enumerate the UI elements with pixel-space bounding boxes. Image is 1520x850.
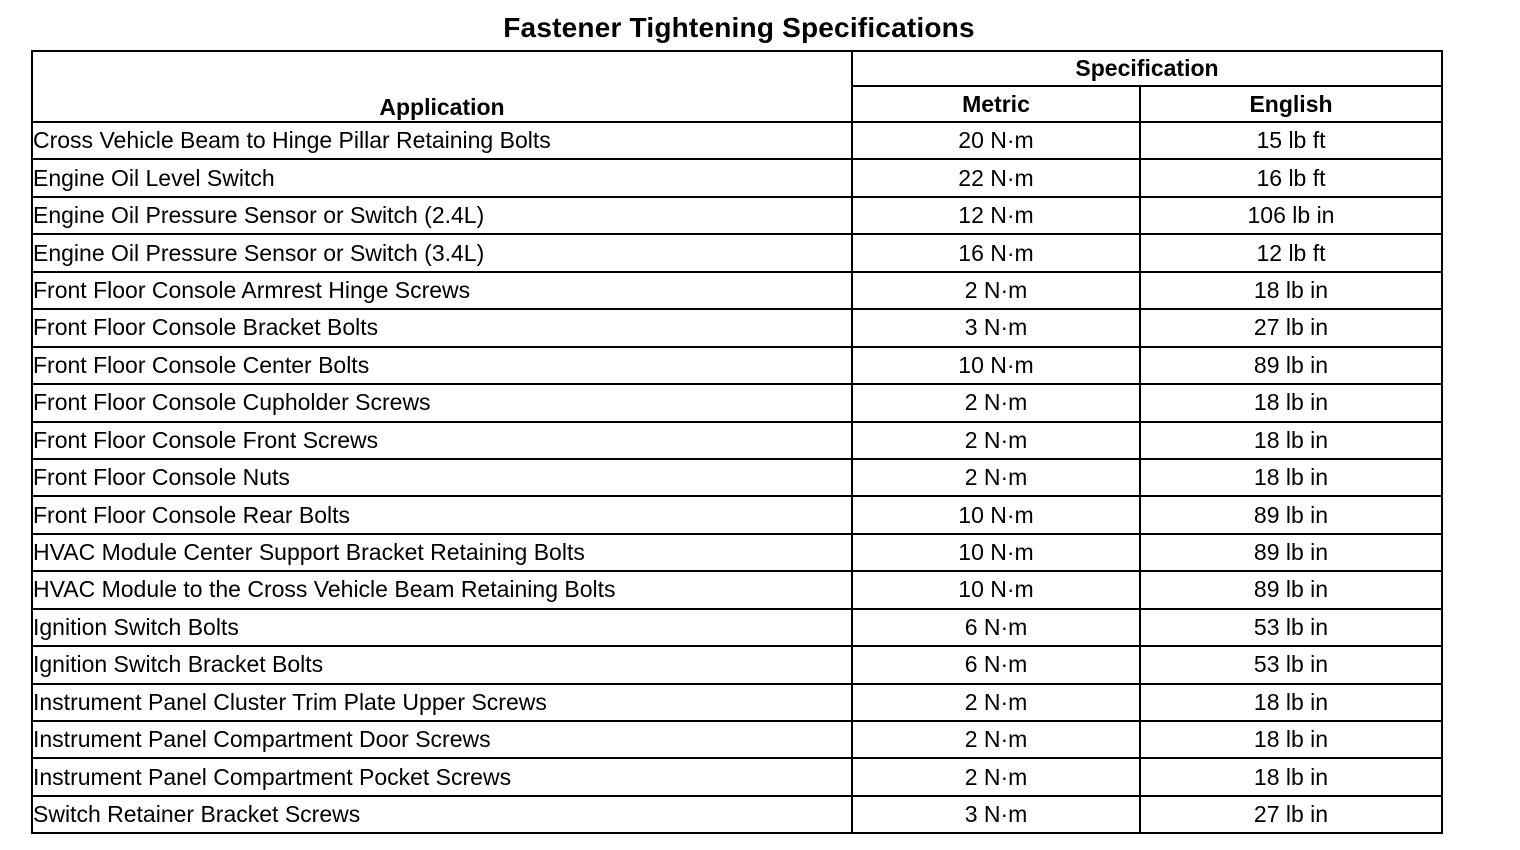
english-cell: 27 lb in (1140, 796, 1442, 833)
table-row (32, 758, 1442, 795)
english-cell: 89 lb in (1140, 571, 1442, 608)
application-cell: Instrument Panel Compartment Door Screws (32, 721, 852, 758)
application-cell: Front Floor Console Cupholder Screws (32, 384, 852, 421)
metric-cell: 6 N·m (852, 646, 1140, 683)
application-cell: HVAC Module Center Support Bracket Retaining Bolts (32, 534, 852, 571)
specifications-table (31, 50, 1443, 834)
english-cell: 89 lb in (1140, 534, 1442, 571)
english-cell: 27 lb in (1140, 309, 1442, 346)
table-body (32, 122, 1442, 833)
table-row (32, 159, 1442, 196)
table-row (32, 684, 1442, 721)
application-cell: Engine Oil Pressure Sensor or Switch (3.4L) (32, 234, 852, 271)
english-cell: 89 lb in (1140, 347, 1442, 384)
english-cell: 53 lb in (1140, 609, 1442, 646)
application-cell: Instrument Panel Cluster Trim Plate Upper Screws (32, 684, 852, 721)
metric-cell: 3 N·m (852, 796, 1140, 833)
table-row (32, 646, 1442, 683)
metric-cell: 10 N·m (852, 496, 1140, 533)
application-cell: Front Floor Console Center Bolts (32, 347, 852, 384)
metric-cell: 3 N·m (852, 309, 1140, 346)
metric-cell: 20 N·m (852, 122, 1140, 159)
metric-cell: 12 N·m (852, 197, 1140, 234)
english-cell: 106 lb in (1140, 197, 1442, 234)
english-cell: 18 lb in (1140, 721, 1442, 758)
metric-cell: 2 N·m (852, 684, 1140, 721)
metric-cell: 10 N·m (852, 347, 1140, 384)
application-cell: Switch Retainer Bracket Screws (32, 796, 852, 833)
english-cell: 53 lb in (1140, 646, 1442, 683)
english-cell: 18 lb in (1140, 384, 1442, 421)
application-cell: HVAC Module to the Cross Vehicle Beam Retaining Bolts (32, 571, 852, 608)
metric-cell: 2 N·m (852, 721, 1140, 758)
metric-cell: 2 N·m (852, 422, 1140, 459)
english-cell: 18 lb in (1140, 459, 1442, 496)
table-row (32, 796, 1442, 833)
application-cell: Ignition Switch Bracket Bolts (32, 646, 852, 683)
application-cell: Engine Oil Pressure Sensor or Switch (2.4L) (32, 197, 852, 234)
metric-column-header: Metric (852, 86, 1140, 122)
table-row (32, 721, 1442, 758)
table-row (32, 571, 1442, 608)
english-cell: 89 lb in (1140, 496, 1442, 533)
application-cell: Front Floor Console Rear Bolts (32, 496, 852, 533)
application-cell: Front Floor Console Bracket Bolts (32, 309, 852, 346)
english-cell: 18 lb in (1140, 758, 1442, 795)
english-cell: 18 lb in (1140, 684, 1442, 721)
metric-cell: 22 N·m (852, 159, 1140, 196)
table-row (32, 272, 1442, 309)
application-column-header: Application (32, 51, 852, 122)
english-cell: 18 lb in (1140, 272, 1442, 309)
table-row (32, 609, 1442, 646)
table-row (32, 122, 1442, 159)
table-row (32, 309, 1442, 346)
application-cell: Front Floor Console Armrest Hinge Screws (32, 272, 852, 309)
table-row (32, 197, 1442, 234)
english-cell: 18 lb in (1140, 422, 1442, 459)
metric-cell: 10 N·m (852, 571, 1140, 608)
metric-cell: 2 N·m (852, 384, 1140, 421)
table-row (32, 496, 1442, 533)
application-cell: Front Floor Console Nuts (32, 459, 852, 496)
page-title: Fastener Tightening Specifications (503, 12, 975, 43)
metric-cell: 16 N·m (852, 234, 1140, 271)
metric-cell: 2 N·m (852, 272, 1140, 309)
application-cell: Engine Oil Level Switch (32, 159, 852, 196)
application-cell: Front Floor Console Front Screws (32, 422, 852, 459)
table-row (32, 347, 1442, 384)
application-cell: Cross Vehicle Beam to Hinge Pillar Retaining Bolts (32, 122, 852, 159)
english-cell: 12 lb ft (1140, 234, 1442, 271)
table-row (32, 459, 1442, 496)
metric-cell: 6 N·m (852, 609, 1140, 646)
english-cell: 16 lb ft (1140, 159, 1442, 196)
metric-cell: 2 N·m (852, 459, 1140, 496)
specification-group-header: Specification (852, 51, 1442, 86)
table-row (32, 422, 1442, 459)
application-cell: Instrument Panel Compartment Pocket Screws (32, 758, 852, 795)
table-row (32, 534, 1442, 571)
application-cell: Ignition Switch Bolts (32, 609, 852, 646)
metric-cell: 2 N·m (852, 758, 1140, 795)
table-row (32, 384, 1442, 421)
metric-cell: 10 N·m (852, 534, 1140, 571)
english-column-header: English (1140, 86, 1442, 122)
table-row (32, 234, 1442, 271)
english-cell: 15 lb ft (1140, 122, 1442, 159)
